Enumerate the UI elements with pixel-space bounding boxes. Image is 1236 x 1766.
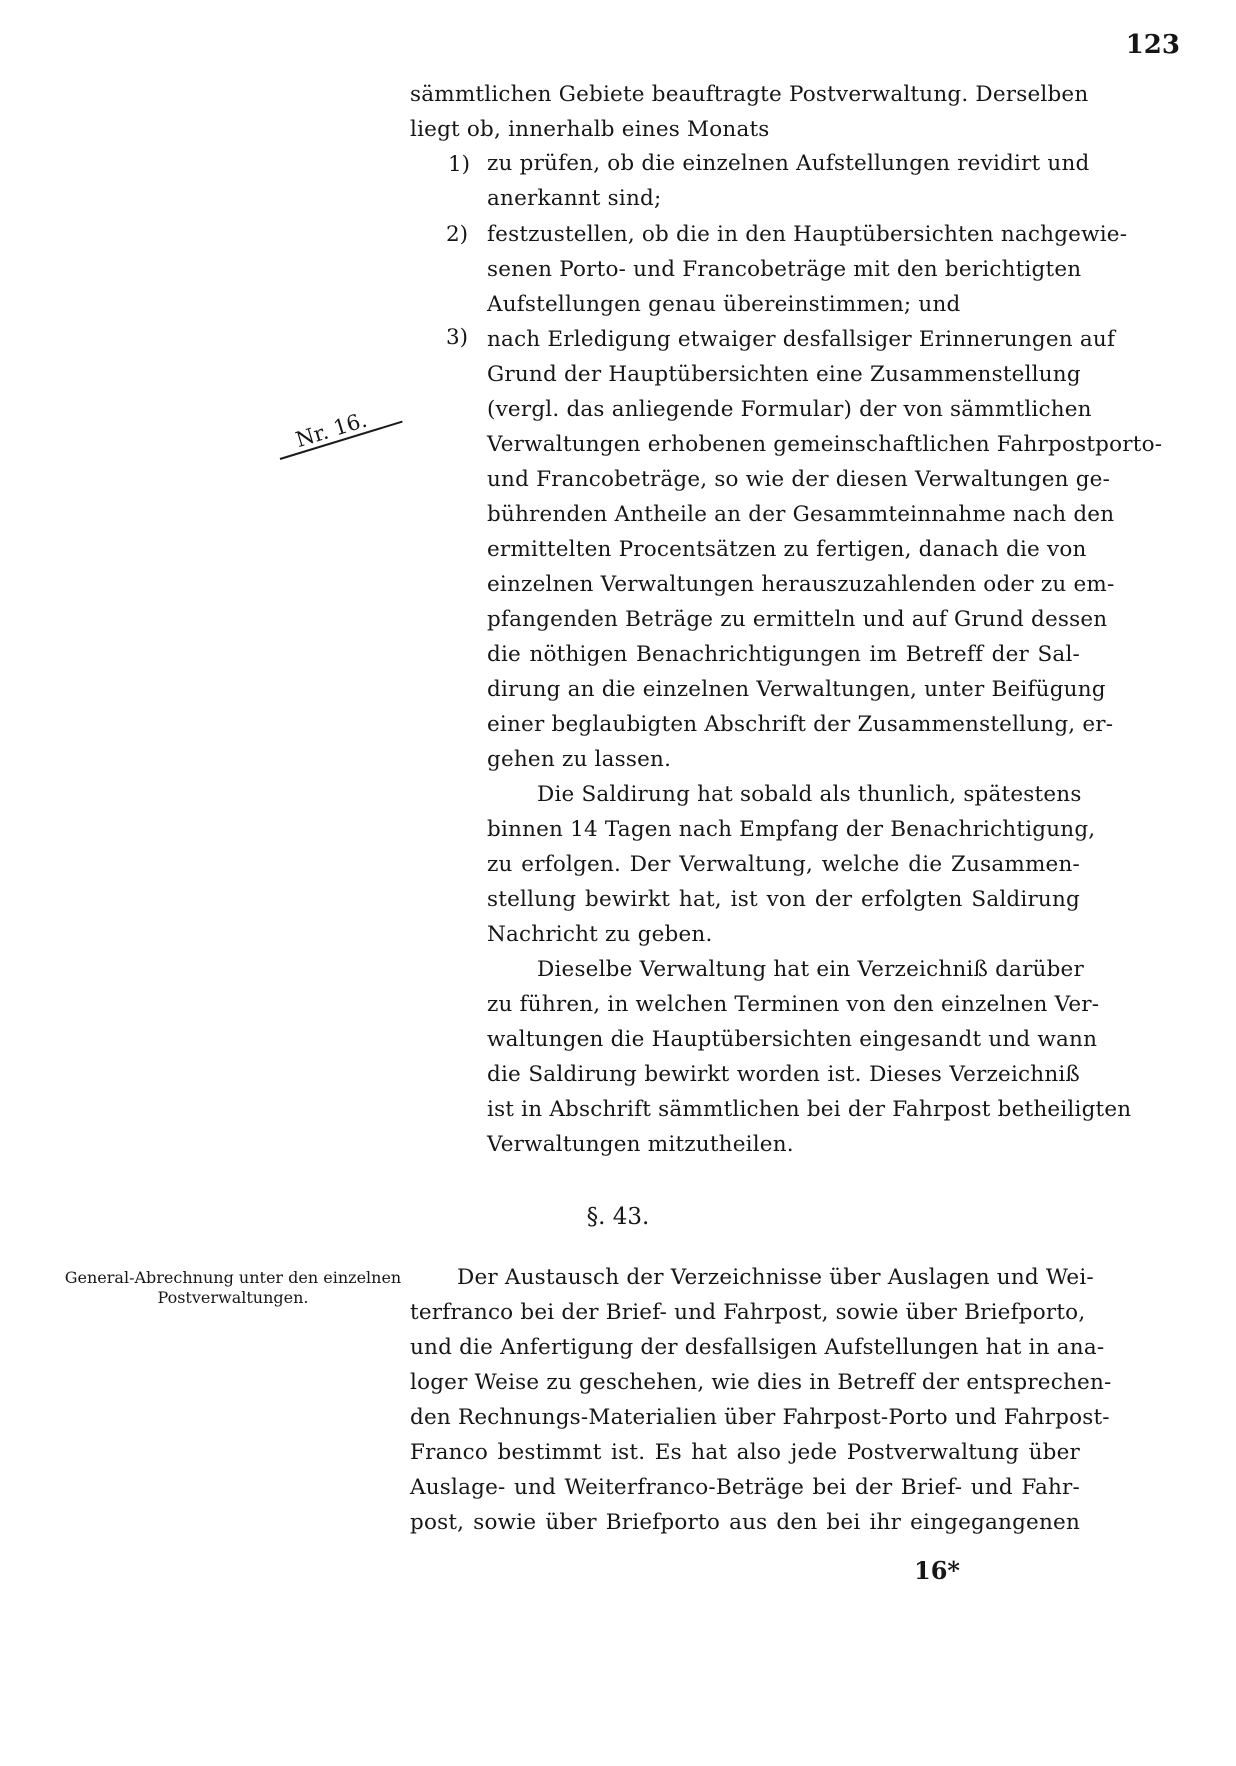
text-line: Franco bestimmt ist. Es hat also jede Postverwaltung über [410, 1440, 1080, 1465]
text-line: Die Saldirung hat sobald als thunlich, spätestens [537, 782, 1082, 807]
text-line: bührenden Antheile an der Gesammteinnahme nach den [487, 502, 1115, 527]
text-line: die Saldirung bewirkt worden ist. Dieses Verzeichniß [487, 1062, 1080, 1087]
text-line: waltungen die Hauptübersichten eingesandt und wann [487, 1027, 1098, 1052]
text-line: Auslage- und Weiterfranco-Beträge bei der Brief- und Fahr- [410, 1475, 1080, 1500]
text-line: Verwaltungen erhobenen gemeinschaftlichen Fahrpostporto- [487, 432, 1163, 457]
text-line: ermittelten Procentsätzen zu fertigen, danach die von [487, 537, 1087, 562]
text-line: loger Weise zu geschehen, wie dies in Betreff der entsprechen- [410, 1370, 1112, 1395]
text-line: senen Porto- und Francobeträge mit den berichtigten [487, 257, 1082, 282]
margin-reference: Nr. 16. [292, 407, 370, 452]
text-line: die nöthigen Benachrichtigungen im Betreff der Sal- [487, 642, 1080, 667]
text-line: zu erfolgen. Der Verwaltung, welche die Zusammen- [487, 852, 1080, 877]
text-line: einzelnen Verwaltungen herauszuzahlenden oder zu em- [487, 572, 1115, 597]
text-line: anerkannt sind; [487, 186, 662, 211]
text-line: festzustellen, ob die in den Hauptübersichten nachgewie- [487, 222, 1128, 247]
text-line: den Rechnungs-Materialien über Fahrpost-Porto und Fahrpost- [410, 1405, 1110, 1430]
list-number: 1) [448, 152, 471, 177]
text-line: nach Erledigung etwaiger desfallsiger Erinnerungen auf [487, 327, 1116, 352]
text-line: liegt ob, innerhalb eines Monats [410, 117, 770, 142]
margin-note: General-Abrechnung unter den einzelnen Postverwaltungen. [64, 1268, 402, 1307]
text-line: Grund der Hauptübersichten eine Zusammenstellung [487, 362, 1081, 387]
list-number: 3) [446, 325, 469, 350]
section-heading: §. 43. [586, 1204, 650, 1230]
text-line: Nachricht zu geben. [487, 922, 713, 947]
text-line: (vergl. das anliegende Formular) der von sämmtlichen [487, 397, 1092, 422]
text-line: dirung an die einzelnen Verwaltungen, unter Beifügung [487, 677, 1106, 702]
text-line: gehen zu lassen. [487, 747, 672, 772]
text-line: pfangenden Beträge zu ermitteln und auf Grund dessen [487, 607, 1108, 632]
text-line: zu prüfen, ob die einzelnen Aufstellungen revidirt und [487, 151, 1090, 176]
text-line: Dieselbe Verwaltung hat ein Verzeichniß darüber [537, 957, 1084, 982]
text-line: ist in Abschrift sämmtlichen bei der Fahrpost betheiligten [487, 1097, 1132, 1122]
text-line: Aufstellungen genau übereinstimmen; und [487, 292, 961, 317]
text-line: terfranco bei der Brief- und Fahrpost, sowie über Briefporto, [410, 1300, 1086, 1325]
text-line: Der Austausch der Verzeichnisse über Auslagen und Wei- [457, 1265, 1094, 1290]
signature-mark: 16* [914, 1556, 960, 1585]
text-line: stellung bewirkt hat, ist von der erfolgten Saldirung [487, 887, 1080, 912]
list-number: 2) [446, 222, 469, 247]
text-line: zu führen, in welchen Terminen von den einzelnen Ver- [487, 992, 1100, 1017]
text-line: und die Anfertigung der desfallsigen Aufstellungen hat in ana- [410, 1335, 1105, 1360]
page-number: 123 [1125, 30, 1180, 60]
text-line: sämmtlichen Gebiete beauftragte Postverwaltung. Derselben [410, 82, 1089, 107]
text-line: post, sowie über Briefporto aus den bei ihr eingegangenen [410, 1510, 1080, 1535]
text-line: und Francobeträge, so wie der diesen Verwaltungen ge- [487, 467, 1111, 492]
text-line: Verwaltungen mitzutheilen. [487, 1132, 794, 1157]
text-line: binnen 14 Tagen nach Empfang der Benachrichtigung, [487, 817, 1096, 842]
text-line: einer beglaubigten Abschrift der Zusammenstellung, er- [487, 712, 1114, 737]
